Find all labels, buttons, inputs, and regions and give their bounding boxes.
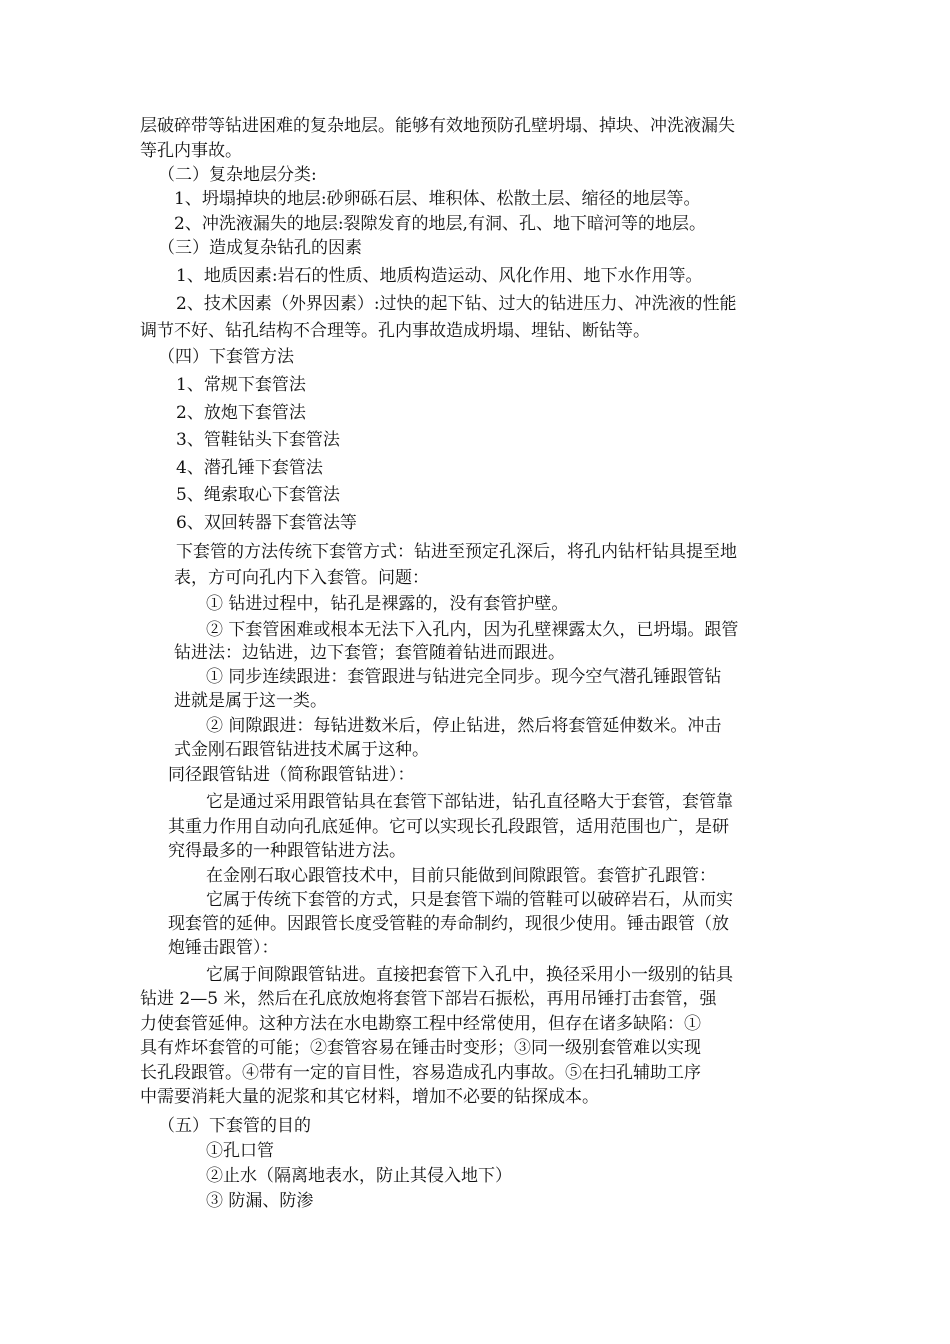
list-item: ① 钻进过程中，钻孔是裸露的，没有套管护壁。: [206, 594, 569, 614]
list-item: ③ 防漏、防渗: [206, 1191, 314, 1211]
list-item: 5、绳索取心下套管法: [176, 485, 340, 505]
list-item: 2、放炮下套管法: [176, 403, 306, 423]
text-line: 它属于传统下套管的方式，只是套管下端的管鞋可以破碎岩石，从而实: [206, 890, 733, 910]
list-item: 1、常规下套管法: [176, 375, 306, 395]
text-line: 式金刚石跟管钻进技术属于这种。: [174, 740, 429, 760]
text-line-1: 层破碎带等钻进困难的复杂地层。能够有效地预防孔壁坍塌、掉块、冲洗液漏失: [140, 116, 735, 136]
section-heading-5: （五）下套管的目的: [158, 1116, 311, 1136]
text-line: 长孔段跟管。④带有一定的盲目性，容易造成孔内事故。⑤在扫孔辅助工序: [140, 1063, 701, 1083]
section-heading-2: （二）复杂地层分类:: [158, 165, 317, 185]
list-item: 1、坍塌掉块的地层:砂卵砾石层、堆积体、松散土层、缩径的地层等。: [174, 189, 701, 209]
text-line: 在金刚石取心跟管技术中，目前只能做到间隙跟管。套管扩孔跟管：: [206, 866, 716, 886]
text-line: 下套管的方法传统下套管方式：钻进至预定孔深后，将孔内钻杆钻具提至地: [176, 542, 737, 562]
text-line: 其重力作用自动向孔底延伸。它可以实现长孔段跟管，适用范围也广，是研: [168, 817, 729, 837]
section-heading: 同径跟管钻进（简称跟管钻进）：: [168, 765, 415, 785]
text-line: 进就是属于这一类。: [174, 691, 327, 711]
text-line: 究得最多的一种跟管钻进方法。: [168, 841, 406, 861]
text-line: 钻进 2—5 米，然后在孔底放炮将套管下部岩石振松，再用吊锤打击套管，强: [140, 989, 717, 1009]
list-item: 6、双回转器下套管法等: [176, 513, 357, 533]
text-line: 它是通过采用跟管钻具在套管下部钻进，钻孔直径略大于套管，套管靠: [206, 792, 733, 812]
text-line: 力使套管延伸。这种方法在水电勘察工程中经常使用，但存在诸多缺陷：①: [140, 1014, 701, 1034]
text-line: 调节不好、钻孔结构不合理等。孔内事故造成坍塌、埋钻、断钻等。: [140, 321, 650, 341]
list-item: 2、冲洗液漏失的地层:裂隙发育的地层,有洞、孔、地下暗河等的地层。: [174, 214, 706, 234]
section-heading-4: （四）下套管方法: [158, 347, 294, 367]
text-line: 表，方可向孔内下入套管。问题：: [174, 568, 429, 588]
text-line: 具有炸坏套管的可能；②套管容易在锤击时变形；③同一级别套管难以实现: [140, 1038, 701, 1058]
list-item: ② 间隙跟进：每钻进数米后，停止钻进，然后将套管延伸数米。冲击: [206, 716, 722, 736]
text-line: 炮锤击跟管）：: [168, 938, 279, 958]
text-line: 现套管的延伸。因跟管长度受管鞋的寿命制约，现很少使用。锤击跟管（放: [168, 914, 729, 934]
text-line-2: 等孔内事故。: [140, 141, 242, 161]
list-item: 4、潜孔锤下套管法: [176, 458, 323, 478]
list-item: ② 下套管困难或根本无法下入孔内，因为孔壁裸露太久，已坍塌。跟管: [206, 620, 739, 640]
text-line: 钻进法：边钻进，边下套管；套管随着钻进而跟进。: [174, 643, 565, 663]
text-line: 它属于间隙跟管钻进。直接把套管下入孔中，换径采用小一级别的钻具: [206, 965, 733, 985]
list-item: ①孔口管: [206, 1141, 274, 1161]
section-heading-3: （三）造成复杂钻孔的因素: [158, 238, 362, 258]
list-item: ① 同步连续跟进：套管跟进与钻进完全同步。现今空气潜孔锤跟管钻: [206, 667, 722, 687]
list-item: 1、地质因素:岩石的性质、地质构造运动、风化作用、地下水作用等。: [176, 266, 703, 286]
list-item: 3、管鞋钻头下套管法: [176, 430, 340, 450]
list-item: 2、技术因素（外界因素）:过快的起下钻、过大的钻进压力、冲洗液的性能: [176, 294, 737, 314]
list-item: ②止水（隔离地表水，防止其侵入地下）: [206, 1166, 512, 1186]
text-line: 中需要消耗大量的泥浆和其它材料，增加不必要的钻探成本。: [140, 1087, 599, 1107]
